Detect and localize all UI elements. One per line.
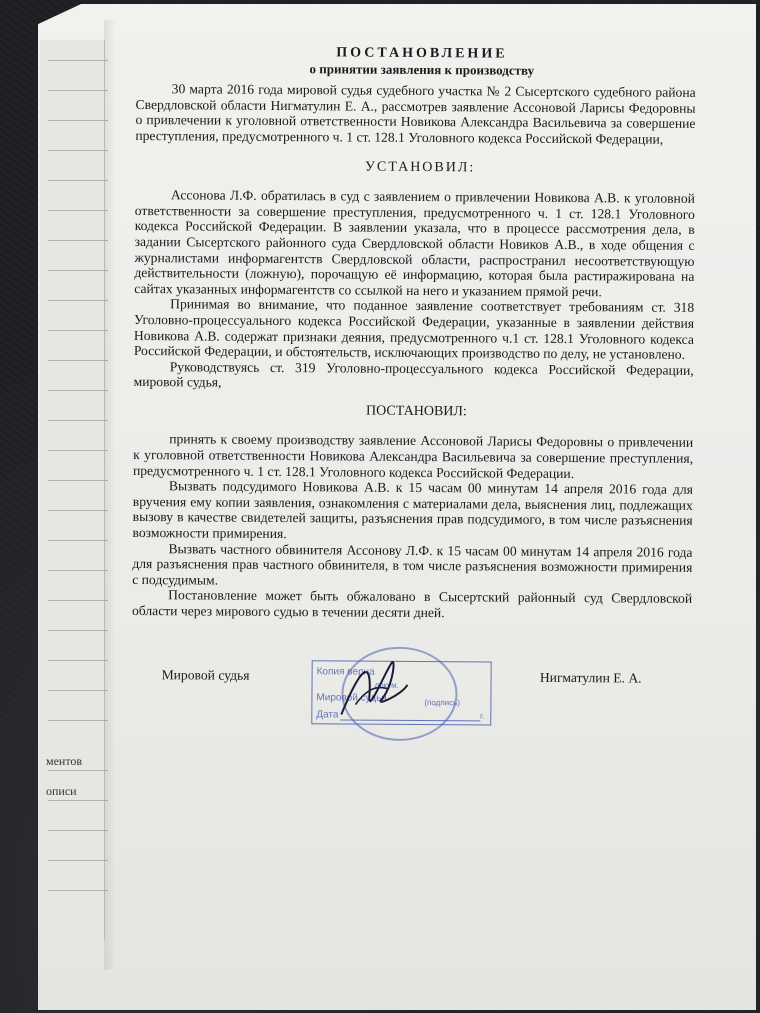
resolved-paragraph-2: Вызвать подсудимого Новикова А.В. к 15 часам 00 минутам 14 апреля 2016 года для вручения ему копии заявления, ознакомления с материалами дела, выяснения лиц, подлежащих вызову в качестве свидетелей защиты, разъяснения прав подсудимого, в том числе разъяснения возможности примирения.: [132, 478, 693, 542]
established-paragraph-2: Принимая во внимание, что поданное заявление соответствует требованиям ст. 318 Уголовно-процессуального кодекса Российской Федерации, указанные в заявлении действия Новикова А.В. содержат признаки деяния, предусмотренного ч.1 ст. 128.1 Уголовного кодекса Российской Федерации, и обстоятельств, исключающих производство по делу, не установлено.: [133, 296, 695, 362]
form-line: [48, 540, 108, 541]
stamp-line: Копия верна: [316, 665, 375, 678]
form-line: [48, 390, 108, 391]
resolved-paragraph-1: принять к своему производству заявление Ассоновой Ларисы Федоровны о привлечении к уголовной ответственности Новикова Александра Васильевича за совершение преступления, предусмотренного ч. 1 ст. 128.1 Уголовного кодекса Российской Федерации.: [132, 431, 694, 481]
handwritten-signature: [331, 654, 411, 725]
form-line: [48, 300, 108, 301]
underlying-form-sheet: [40, 40, 105, 940]
form-line: [48, 360, 108, 361]
form-line: [48, 480, 108, 481]
form-line: [48, 830, 108, 831]
form-line: [48, 890, 108, 891]
form-line: [48, 630, 108, 631]
stamp-line: Мировой судья: [316, 691, 387, 704]
form-line: [48, 720, 108, 721]
form-line: [48, 330, 108, 331]
heading-resolved: ПОСТАНОВИЛ:: [366, 403, 467, 420]
form-line: [48, 420, 108, 421]
resolved-paragraph-4: Постановление может быть обжаловано в Сысертский районный суд Свердловской области через мирового судью в течении десяти дней.: [131, 587, 693, 621]
form-line: [48, 860, 108, 861]
signature-row: [131, 659, 691, 723]
document-subtitle: о принятии заявления к производству: [309, 60, 535, 78]
form-line: [48, 60, 108, 61]
form-line: [48, 450, 108, 451]
form-line: [48, 770, 108, 771]
stamp-line: (подпись): [424, 697, 461, 707]
form-line: [48, 800, 108, 801]
document-title: ПОСТАНОВЛЕНИЕ: [336, 45, 508, 62]
stamp-line: г.: [480, 711, 485, 721]
form-line: [48, 270, 108, 271]
form-line: [48, 600, 108, 601]
stamp-line: докум.: [374, 680, 399, 690]
form-line: [48, 240, 108, 241]
form-line: [48, 510, 108, 511]
established-paragraph-3: Руководствуясь ст. 319 Уголовно-процессуального кодекса Российской Федерации, мировой судья,: [133, 358, 694, 390]
form-line: [48, 120, 108, 121]
form-word: описи: [46, 784, 77, 798]
form-word: ментов: [46, 754, 83, 768]
form-line: [48, 90, 108, 91]
heading-established: УСТАНОВИЛ:: [364, 159, 476, 175]
form-line: [48, 210, 108, 211]
form-line: [48, 570, 108, 571]
form-line: [48, 150, 108, 151]
document-body: [131, 44, 696, 722]
stamp-line: Дата: [316, 708, 339, 721]
form-line: [48, 690, 108, 691]
form-line: [48, 180, 108, 181]
judge-title: Мировой судья: [161, 666, 250, 683]
established-paragraph-1: Ассонова Л.Ф. обратилась в суд с заявлением о привлечении Новикова А.В. к уголовной ответственности за совершение преступления, предусмотренного ч. 1 ст. 128.1 Уголовного кодекса Российской Федерации. В заявлении указала, что в процессе рассмотрения дела, в задании Сысертского районного суда Свердловской области Новиков А.В., в ходе общения с журналистами информагентств Свердловской области, распространил несоответствующую действительности (ложную), порочащую её информацию, которая была растиражирована на сайтах указанных информагентств со ссылкой на него и указанием прямой речи.: [134, 187, 695, 299]
page-edge-shadow: [104, 20, 116, 970]
judge-name: Нигматулин Е. А.: [539, 669, 642, 686]
form-line: [48, 660, 108, 661]
intro-paragraph: 30 марта 2016 года мировой судья судебного участка № 2 Сысертского судебного района Свердловской области Нигматулин Е. А., рассмотрев заявление Ассоновой Ларисы Федоровны о привлечении к уголовной ответственности Новикова Александра Васильевича за совершение преступления, предусмотренного ч. 1 ст. 128.1 Уголовного кодекса Российской Федерации,: [135, 81, 696, 147]
resolved-paragraph-3: Вызвать частного обвинителя Ассонову Л.Ф. к 15 часам 00 минутам 14 апреля 2016 года для разъяснения прав частного обвинителя, в том числе разъяснения возможности примирения с подсудимым.: [132, 540, 693, 588]
